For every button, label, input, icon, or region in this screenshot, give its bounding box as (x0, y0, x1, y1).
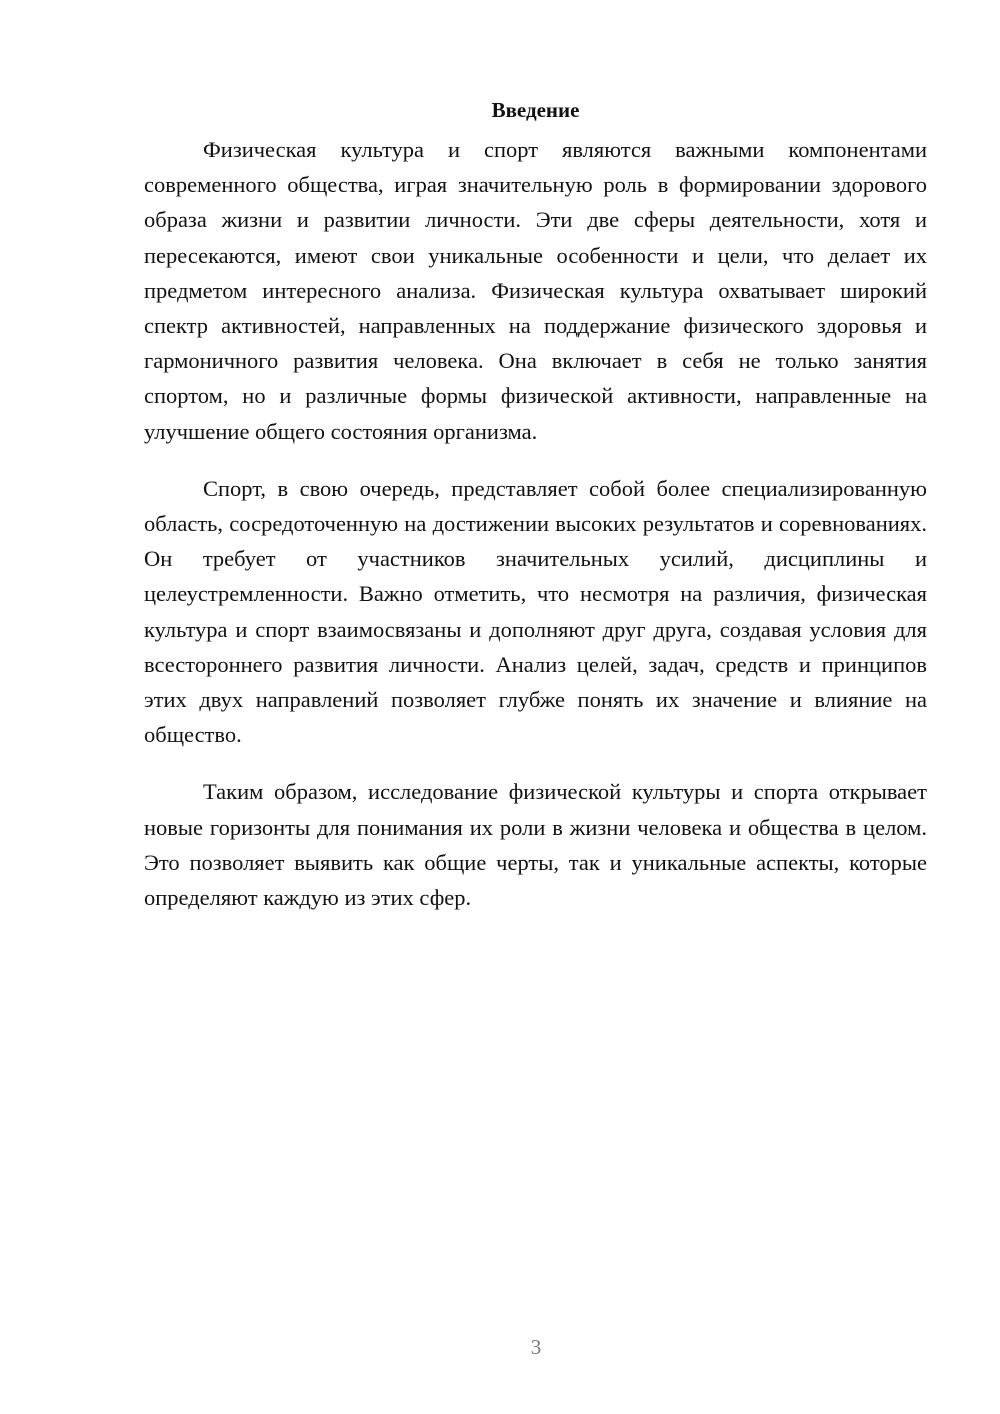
page-title: Введение (491, 98, 580, 122)
paragraph-1: Физическая культура и спорт являются важными компонентами современного общества, играя значительную роль в формировании здорового образа жизни и развитии личности. Эти две сферы деятельности, хотя и пересекаются, имеют свои уникальные особенности и цели, что делает их предметом интересного анализа. Физическая культура охватывает широкий спектр активностей, направленных на поддержание физического здоровья и гармоничного развития человека. Она включает в себя не только занятия спортом, но и различные формы физической активности, направленные на улучшение общего состояния организма. (144, 137, 927, 444)
page-number: 3 (530, 1335, 542, 1359)
paragraph-2: Спорт, в свою очередь, представляет собой более специализированную область, сосредоточенную на достижении высоких результатов и соревнованиях. Он требует от участников значительных усилий, дисциплины и целеустремленности. Важно отметить, что несмотря на различия, физическая культура и спорт взаимосвязаны и дополняют друг друга, создавая условия для всестороннего развития личности. Анализ целей, задач, средств и принципов этих двух направлений позволяет глубже понять их значение и влияние на общество. (144, 475, 927, 748)
paragraph-3: Таким образом, исследование физической культуры и спорта открывает новые горизонты для понимания их роли в жизни человека и общества в целом. Это позволяет выявить как общие черты, так и уникальные аспекты, которые определяют каждую из этих сфер. (144, 779, 927, 911)
page-content (144, 96, 927, 937)
